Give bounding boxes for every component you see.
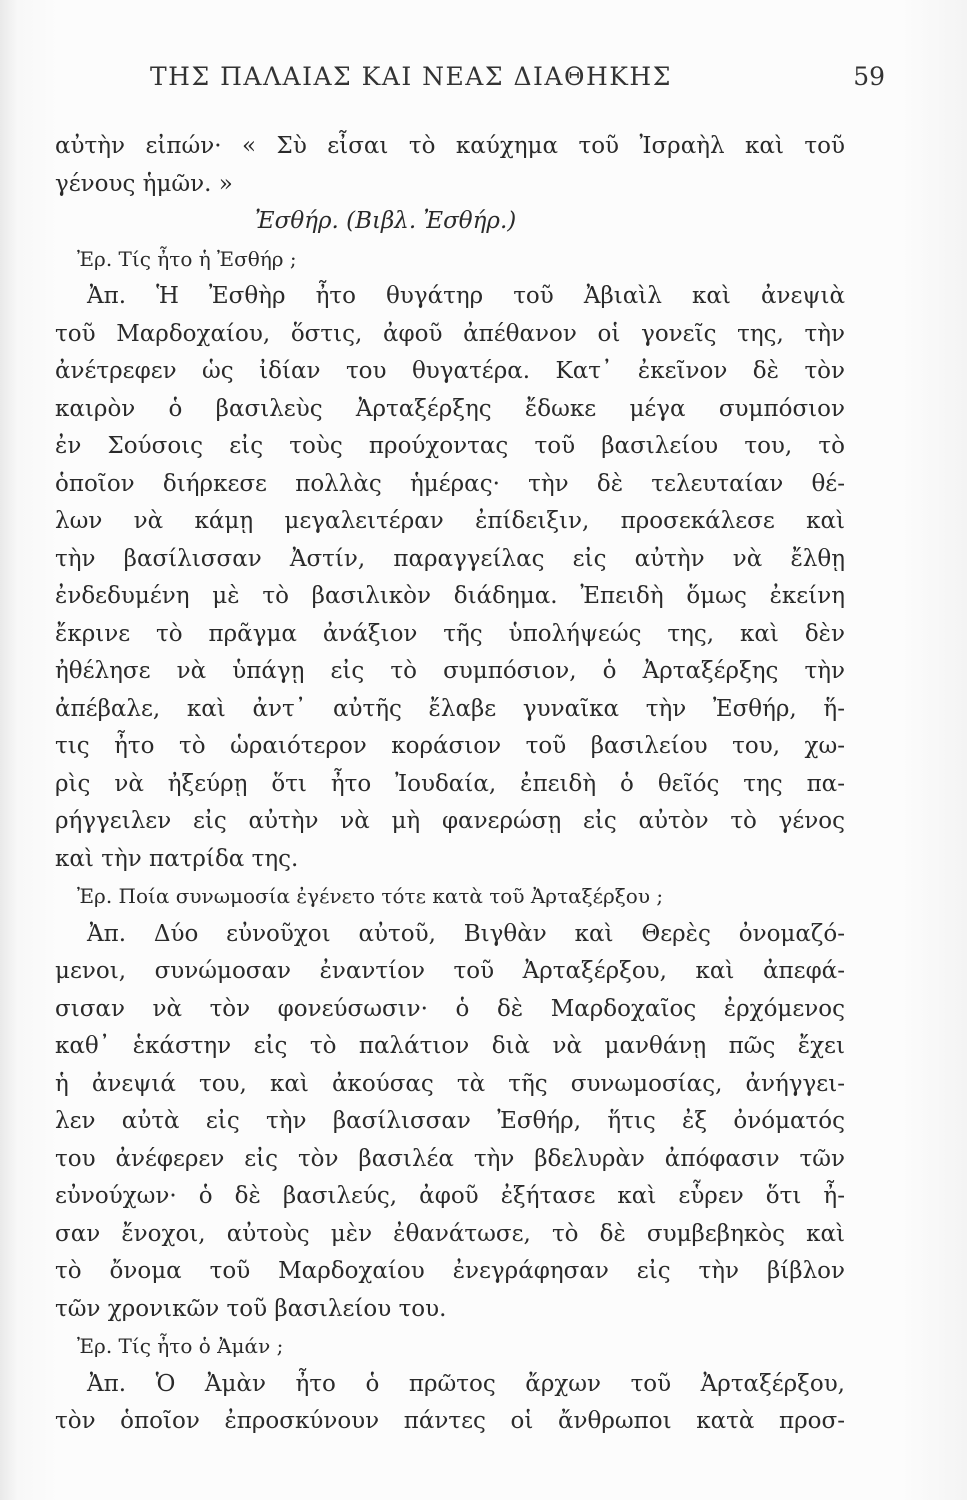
answer-line: Ἀπ. Δύο εὐνοῦχοι αὐτοῦ, Βιγθὰν καὶ Θερὲς ὀνομαζό- [87,920,845,947]
text-line: λεν αὐτὰ εἰς τὴν βασίλισσαν Ἐσθήρ, ἥτις ἐξ ὀνόματός [55,1108,845,1134]
text-line: τὸ ὄνομα τοῦ Μαρδοχαίου ἐνεγράφησαν εἰς τὴν βίβλον [55,1258,845,1284]
text-line: ἐνδεδυμένη μὲ τὸ βασιλικὸν διάδημα. Ἐπειδὴ ὅμως ἐκείνη [55,583,845,609]
answer-line: Ἀπ. Ἡ Ἐσθὴρ ἦτο θυγάτηρ τοῦ Ἀβιαὶλ καὶ ἀνεψιὰ [87,283,845,309]
text-line: τῶν χρονικῶν τοῦ βασιλείου του. [55,1295,447,1322]
text-line: ρήγγειλεν εἰς αὐτὴν νὰ μὴ φανερώσῃ εἰς αὐτὸν τὸ γένος [55,808,845,834]
text-line: ἀπέβαλε, καὶ ἀντ᾽ αὐτῆς ἔλαβε γυναῖκα τὴν Ἐσθήρ, ἥ- [55,695,845,722]
text-line: καθ᾽ ἑκάστην εἰς τὸ παλάτιον διὰ νὰ μανθάνῃ πῶς ἔχει [55,1033,845,1059]
section-citation: Ἐσθήρ. (Βιβλ. Ἐσθήρ.) [255,208,517,234]
page-header [55,62,895,102]
body-text [55,128,845,1441]
text-line: σαν ἔνοχοι, αὐτοὺς μὲν ἐθανάτωσε, τὸ δὲ συμβεβηκὸς καὶ [55,1220,845,1247]
question-line: Ἐρ. Τίς ἦτο ὁ Ἀμάν ; [77,1334,284,1358]
text-line: μενοι, συνώμοσαν ἐναντίον τοῦ Ἀρταξέρξου, καὶ ἀπεφά- [55,958,845,984]
text-line: του ἀνέφερεν εἰς τὸν βασιλέα τὴν βδελυρὰν ἀπόφασιν τῶν [55,1145,845,1172]
text-line: ἡ ἀνεψιά του, καὶ ἀκούσας τὰ τῆς συνωμοσίας, ἀνήγγει- [55,1070,845,1097]
text-line: τοῦ Μαρδοχαίου, ὅστις, ἀφοῦ ἀπέθανον οἱ γονεῖς της, τὴν [55,320,845,347]
text-line: ρὶς νὰ ἠξεύρῃ ὅτι ἦτο Ἰουδαία, ἐπειδὴ ὁ θεῖός της πα- [55,770,845,797]
text-line: καὶ τὴν πατρίδα της. [55,845,299,872]
text-line: αὐτὴν εἰπών· « Σὺ εἶσαι τὸ καύχημα τοῦ Ἰσραὴλ καὶ τοῦ [55,133,845,159]
answer-line: Ἀπ. Ὁ Ἀμὰν ἦτο ὁ πρῶτος ἄρχων τοῦ Ἀρταξέρξου, [87,1370,845,1397]
question-line: Ἐρ. Ποία συνωμοσία ἐγένετο τότε κατὰ τοῦ Ἀρταξέρξου ; [77,884,664,908]
question-line: Ἐρ. Τίς ἦτο ἡ Ἐσθήρ ; [77,246,297,271]
running-title: ΤΗΣ ΠΑΛΑΙΑΣ ΚΑΙ ΝΕΑΣ ΔΙΑΘΗΚΗΣ [150,62,672,91]
text-line: ἀνέτρεφεν ὡς ἰδίαν του θυγατέρα. Κατ᾽ ἐκεῖνον δὲ τὸν [55,358,845,384]
text-line: καιρὸν ὁ βασιλεὺς Ἀρταξέρξης ἔδωκε μέγα συμπόσιον [55,395,845,422]
page-number: 59 [853,62,885,91]
text-line: εὐνούχων· ὁ δὲ βασιλεύς, ἀφοῦ ἐξήτασε καὶ εὗρεν ὅτι ἦ- [55,1183,845,1209]
text-line: τὴν βασίλισσαν Ἀστίν, παραγγείλας εἰς αὐτὴν νὰ ἔλθῃ [55,545,845,572]
text-line: σισαν νὰ τὸν φονεύσωσιν· ὁ δὲ Μαρδοχαῖος ἐρχόμενος [55,995,845,1022]
text-line: ἐν Σούσοις εἰς τοὺς προύχοντας τοῦ βασιλείου του, τὸ [55,433,845,459]
text-line: ἔκρινε τὸ πρᾶγμα ἀνάξιον τῆς ὑπολήψεώς της, καὶ δὲν [55,620,845,647]
text-line: τις ἦτο τὸ ὡραιότερον κοράσιον τοῦ βασιλείου του, χω- [55,733,845,759]
text-line: γένους ἡμῶν. » [55,170,233,197]
text-line: ἠθέλησε νὰ ὑπάγῃ εἰς τὸ συμπόσιον, ὁ Ἀρταξέρξης τὴν [55,658,845,684]
text-line: τὸν ὁποῖον ἐπροσκύνουν πάντες οἱ ἄνθρωποι κατὰ προσ- [55,1408,845,1434]
text-line: ὁποῖον διήρκεσε πολλὰς ἡμέρας· τὴν δὲ τελευταίαν θέ- [55,470,845,497]
text-line: λων νὰ κάμῃ μεγαλειτέραν ἐπίδειξιν, προσεκάλεσε καὶ [55,508,845,534]
